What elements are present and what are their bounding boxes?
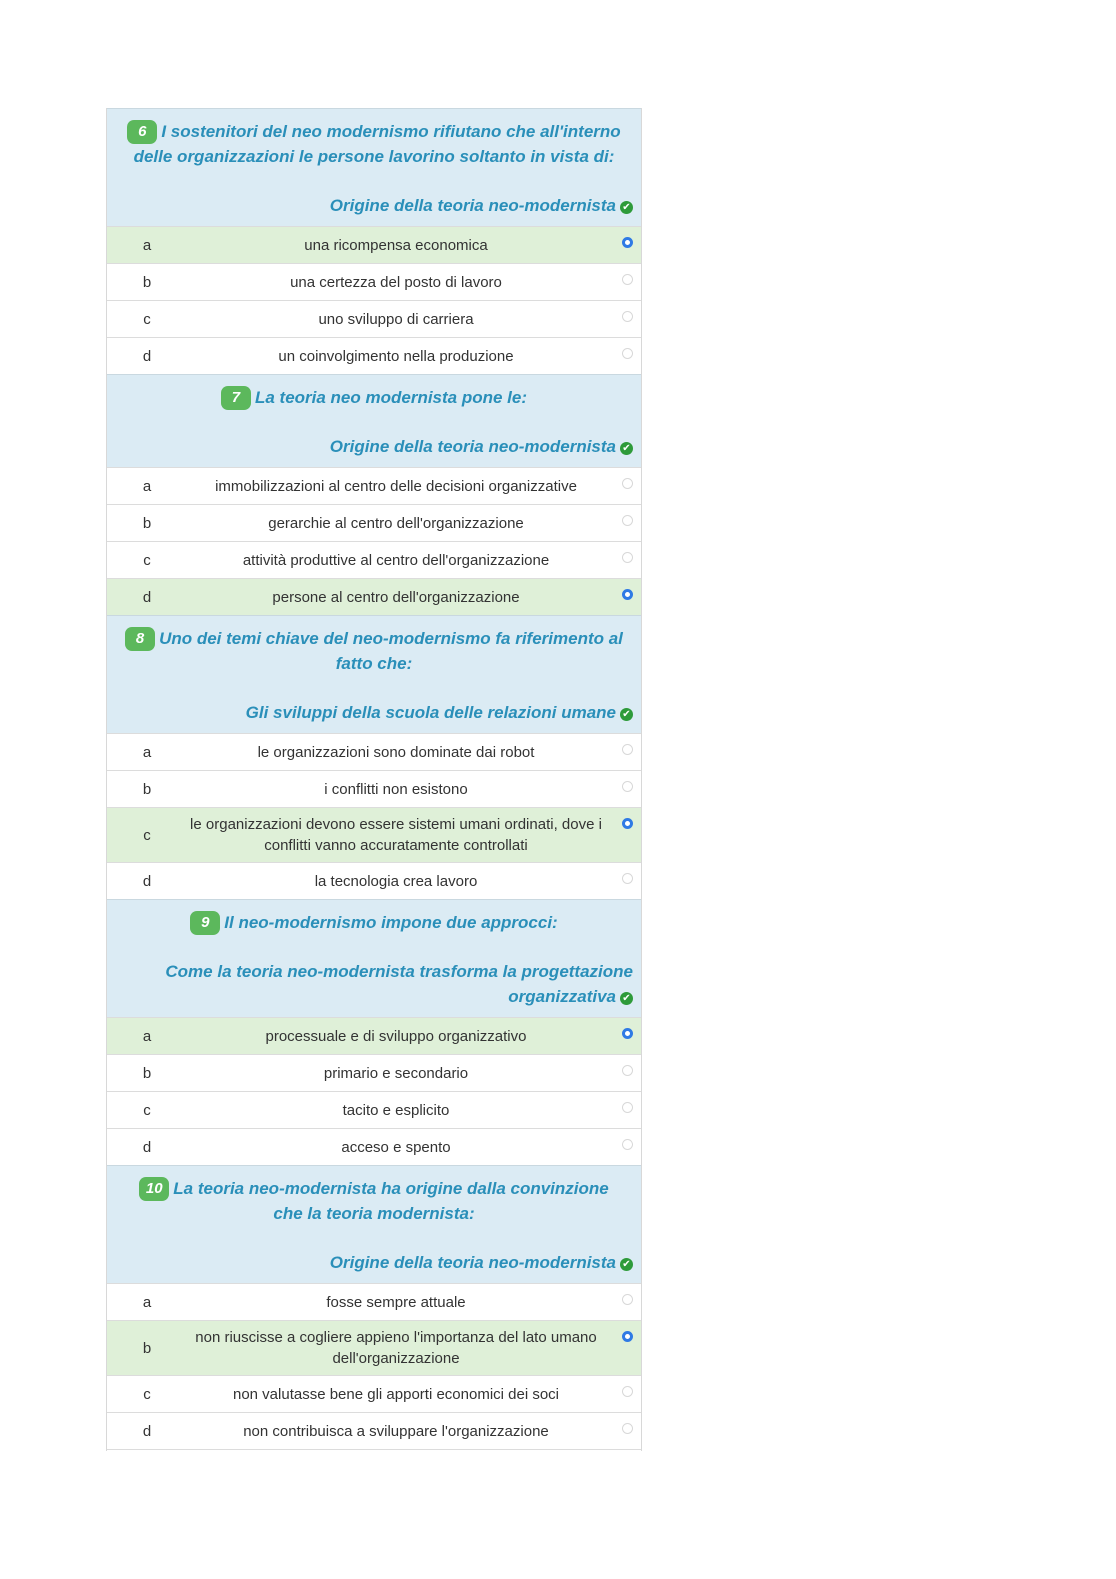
question-topic-label: Origine della teoria neo-modernista — [329, 1253, 616, 1272]
radio-empty-icon[interactable] — [622, 552, 633, 563]
answer-letter: c — [143, 1385, 151, 1403]
question-text: La teoria neo-modernista ha origine dalla convinzione che la teoria modernista: — [173, 1179, 609, 1223]
question-header — [107, 108, 641, 226]
question-title — [115, 385, 633, 410]
list-bottom-border — [107, 1449, 641, 1451]
answer-text: non valutasse bene gli apporti economici dei soci — [232, 1385, 560, 1403]
answer-option-row[interactable] — [107, 1128, 641, 1165]
radio-selected-icon[interactable] — [622, 1028, 633, 1039]
answer-letter: c — [143, 551, 151, 569]
radio-empty-icon[interactable] — [622, 873, 633, 884]
question-title — [115, 119, 633, 169]
radio-empty-icon[interactable] — [622, 1294, 633, 1305]
radio-empty-icon[interactable] — [622, 781, 633, 792]
question-topic — [115, 676, 633, 733]
answer-letter: d — [142, 1422, 152, 1440]
answer-text: le organizzazioni devono essere sistemi umani ordinati, dove i conflitti vanno accuratamente controllati — [190, 816, 602, 854]
radio-empty-icon[interactable] — [622, 274, 633, 285]
answer-option-row[interactable] — [107, 263, 641, 300]
answer-text: immobilizzazioni al centro delle decisioni organizzative — [215, 477, 577, 495]
answer-text: un coinvolgimento nella produzione — [278, 347, 514, 365]
answer-letter: a — [142, 236, 152, 254]
radio-empty-icon[interactable] — [622, 744, 633, 755]
answer-letter: a — [142, 477, 152, 495]
radio-selected-icon[interactable] — [622, 818, 633, 829]
answer-text: acceso e spento — [341, 1138, 451, 1156]
answer-option-row[interactable] — [107, 504, 641, 541]
answer-text: primario e secondario — [323, 1064, 469, 1082]
radio-empty-icon[interactable] — [622, 515, 633, 526]
answer-text: non riuscisse a cogliere appieno l'importanza del lato umano dell'organizzazione — [195, 1329, 597, 1367]
question-topic-label: Origine della teoria neo-modernista — [329, 437, 616, 456]
answer-letter: a — [142, 1027, 152, 1045]
radio-empty-icon[interactable] — [622, 1102, 633, 1113]
answer-text: uno sviluppo di carriera — [318, 310, 474, 328]
radio-empty-icon[interactable] — [622, 1423, 633, 1434]
question-text: Il neo-modernismo impone due approcci: — [224, 913, 558, 932]
answer-letter: d — [142, 588, 152, 606]
radio-selected-icon[interactable] — [622, 589, 633, 600]
answer-text: fosse sempre attuale — [326, 1293, 466, 1311]
answer-text: persone al centro dell'organizzazione — [272, 588, 520, 606]
question-title — [115, 626, 633, 676]
answer-letter: d — [142, 872, 152, 890]
answer-text: una ricompensa economica — [304, 236, 488, 254]
answer-text: gerarchie al centro dell'organizzazione — [268, 514, 524, 532]
answer-letter: b — [142, 1339, 152, 1357]
answer-option-row[interactable] — [107, 733, 641, 770]
answer-option-row[interactable] — [107, 807, 641, 862]
answer-letter: c — [143, 826, 151, 844]
answer-option-row[interactable] — [107, 1017, 641, 1054]
question-topic-label: Gli sviluppi della scuola delle relazioni umane — [245, 703, 616, 722]
question-topic — [115, 1226, 633, 1283]
radio-selected-icon[interactable] — [622, 237, 633, 248]
answer-letter: b — [142, 780, 152, 798]
question-topic — [115, 410, 633, 467]
check-circle-icon: ✔ — [620, 1258, 633, 1271]
quiz-results-list — [106, 108, 642, 1451]
answer-text: attività produttive al centro dell'organizzazione — [242, 551, 550, 569]
answer-option-row[interactable] — [107, 467, 641, 504]
answer-option-row[interactable] — [107, 1283, 641, 1320]
question-text: La teoria neo modernista pone le: — [254, 388, 528, 407]
question-number-badge: 7 — [221, 386, 251, 410]
answer-letter: b — [142, 514, 152, 532]
answer-letter: b — [142, 273, 152, 291]
question-text: Uno dei temi chiave del neo-modernismo fa riferimento al fatto che: — [159, 629, 623, 673]
question-topic — [115, 169, 633, 226]
answer-option-row[interactable] — [107, 862, 641, 899]
answer-option-row[interactable] — [107, 300, 641, 337]
answer-letter: a — [142, 743, 152, 761]
question-number-badge: 8 — [125, 627, 155, 651]
question-title — [115, 1176, 633, 1226]
answer-letter: d — [142, 1138, 152, 1156]
answer-option-row[interactable] — [107, 1412, 641, 1449]
check-circle-icon: ✔ — [620, 201, 633, 214]
radio-empty-icon[interactable] — [622, 1139, 633, 1150]
answer-text: i conflitti non esistono — [324, 780, 468, 798]
answer-letter: d — [142, 347, 152, 365]
answer-option-row[interactable] — [107, 1320, 641, 1375]
answer-letter: b — [142, 1064, 152, 1082]
answer-option-row[interactable] — [107, 578, 641, 615]
radio-empty-icon[interactable] — [622, 311, 633, 322]
question-topic-label: Origine della teoria neo-modernista — [329, 196, 616, 215]
radio-empty-icon[interactable] — [622, 1065, 633, 1076]
check-circle-icon: ✔ — [620, 992, 633, 1005]
answer-letter: c — [143, 1101, 151, 1119]
question-header — [107, 615, 641, 733]
answer-letter: c — [143, 310, 151, 328]
question-header — [107, 899, 641, 1017]
answer-option-row[interactable] — [107, 1375, 641, 1412]
question-number-badge: 9 — [190, 911, 220, 935]
answer-option-row[interactable] — [107, 337, 641, 374]
question-header — [107, 374, 641, 467]
answer-option-row[interactable] — [107, 541, 641, 578]
answer-option-row[interactable] — [107, 226, 641, 263]
answer-option-row[interactable] — [107, 1054, 641, 1091]
answer-letter: a — [142, 1293, 152, 1311]
answer-option-row[interactable] — [107, 1091, 641, 1128]
question-text: I sostenitori del neo modernismo rifiutano che all'interno delle organizzazioni le persone lavorino soltanto in vista di: — [133, 122, 621, 166]
answer-option-row[interactable] — [107, 770, 641, 807]
question-header — [107, 1165, 641, 1283]
answer-text: la tecnologia crea lavoro — [314, 872, 478, 890]
check-circle-icon: ✔ — [620, 442, 633, 455]
answer-text: tacito e esplicito — [342, 1101, 450, 1119]
radio-empty-icon[interactable] — [622, 348, 633, 359]
radio-selected-icon[interactable] — [622, 1331, 633, 1342]
answer-text: processuale e di sviluppo organizzativo — [265, 1027, 527, 1045]
question-topic — [115, 935, 633, 1017]
answer-text: non contribuisca a sviluppare l'organizzazione — [243, 1422, 549, 1440]
check-circle-icon: ✔ — [620, 708, 633, 721]
question-number-badge: 10 — [139, 1177, 169, 1201]
answer-text: una certezza del posto di lavoro — [290, 273, 502, 291]
question-topic-label: Come la teoria neo-modernista trasforma la progettazione organizzativa — [165, 962, 633, 1006]
question-number-badge: 6 — [127, 120, 157, 144]
answer-text: le organizzazioni sono dominate dai robot — [257, 743, 535, 761]
question-title — [115, 910, 633, 935]
radio-empty-icon[interactable] — [622, 1386, 633, 1397]
radio-empty-icon[interactable] — [622, 478, 633, 489]
